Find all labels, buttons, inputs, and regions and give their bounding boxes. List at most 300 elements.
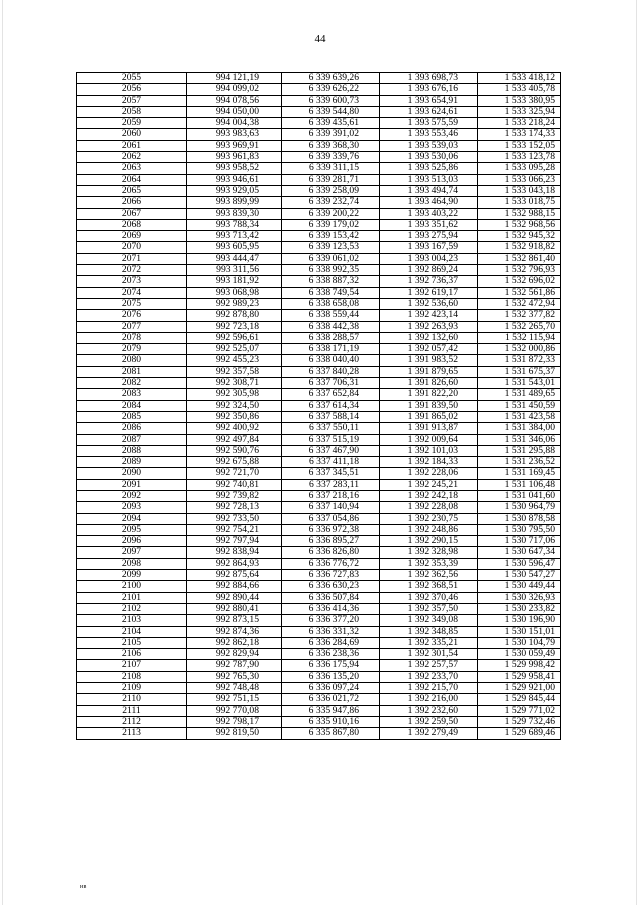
point-number-cell: 2083 [77, 389, 187, 400]
coord-y2-cell: 1 533 418,12 [478, 73, 561, 84]
coord-x1-cell: 993 788,34 [187, 219, 282, 230]
coord-x1-cell: 993 068,98 [187, 287, 282, 298]
coord-x2-cell: 1 393 553,46 [380, 129, 478, 140]
table-row [77, 310, 561, 321]
coord-y2-cell: 1 530 596,47 [478, 558, 561, 569]
coord-y1-cell: 6 336 727,83 [282, 570, 380, 581]
coord-y2-cell: 1 530 151,01 [478, 626, 561, 637]
coord-y1-cell: 6 336 175,94 [282, 660, 380, 671]
coord-x2-cell: 1 393 575,59 [380, 118, 478, 129]
coordinates-table [76, 72, 561, 740]
coord-y2-cell: 1 530 717,06 [478, 536, 561, 547]
table-row [77, 355, 561, 366]
coord-x2-cell: 1 392 228,08 [380, 502, 478, 513]
coord-y2-cell: 1 532 861,40 [478, 253, 561, 264]
coord-x2-cell: 1 393 676,16 [380, 84, 478, 95]
coord-y2-cell: 1 531 489,65 [478, 389, 561, 400]
coord-x2-cell: 1 393 403,22 [380, 208, 478, 219]
coord-y1-cell: 6 337 467,90 [282, 445, 380, 456]
coord-y2-cell: 1 532 000,86 [478, 344, 561, 355]
coord-x1-cell: 992 357,58 [187, 366, 282, 377]
point-number-cell: 2099 [77, 570, 187, 581]
coord-x2-cell: 1 393 654,91 [380, 95, 478, 106]
table-row [77, 705, 561, 716]
coord-x1-cell: 993 969,91 [187, 140, 282, 151]
coord-x1-cell: 992 890,44 [187, 592, 282, 603]
coord-y2-cell: 1 530 059,49 [478, 649, 561, 660]
point-number-cell: 2058 [77, 106, 187, 117]
table-row [77, 219, 561, 230]
coord-x1-cell: 992 723,18 [187, 321, 282, 332]
coord-y1-cell: 6 337 218,16 [282, 490, 380, 501]
table-row [77, 298, 561, 309]
coord-y2-cell: 1 529 921,00 [478, 683, 561, 694]
coord-y2-cell: 1 531 295,88 [478, 445, 561, 456]
coord-x1-cell: 992 880,41 [187, 603, 282, 614]
coord-y2-cell: 1 533 218,24 [478, 118, 561, 129]
coord-x2-cell: 1 392 357,50 [380, 603, 478, 614]
coord-y1-cell: 6 338 992,35 [282, 265, 380, 276]
coord-y1-cell: 6 339 153,42 [282, 231, 380, 242]
table-row [77, 332, 561, 343]
coord-x1-cell: 992 797,94 [187, 536, 282, 547]
coord-y1-cell: 6 337 588,14 [282, 411, 380, 422]
point-number-cell: 2063 [77, 163, 187, 174]
point-number-cell: 2078 [77, 332, 187, 343]
point-number-cell: 2090 [77, 468, 187, 479]
coord-x2-cell: 1 393 275,94 [380, 231, 478, 242]
coord-y1-cell: 6 339 281,71 [282, 174, 380, 185]
coord-y1-cell: 6 337 652,84 [282, 389, 380, 400]
table-row [77, 400, 561, 411]
coord-x1-cell: 992 748,48 [187, 683, 282, 694]
point-number-cell: 2082 [77, 378, 187, 389]
point-number-cell: 2091 [77, 479, 187, 490]
coord-y1-cell: 6 336 021,72 [282, 694, 380, 705]
coord-y2-cell: 1 532 472,94 [478, 298, 561, 309]
coord-x1-cell: 992 497,84 [187, 434, 282, 445]
coord-y2-cell: 1 530 449,44 [478, 581, 561, 592]
point-number-cell: 2106 [77, 649, 187, 660]
coord-x2-cell: 1 392 257,57 [380, 660, 478, 671]
coord-y1-cell: 6 337 345,51 [282, 468, 380, 479]
coord-x1-cell: 992 721,70 [187, 468, 282, 479]
coord-y2-cell: 1 532 561,86 [478, 287, 561, 298]
coord-x2-cell: 1 393 513,03 [380, 174, 478, 185]
coord-y2-cell: 1 532 696,02 [478, 276, 561, 287]
coord-y1-cell: 6 339 311,15 [282, 163, 380, 174]
coord-y1-cell: 6 339 600,73 [282, 95, 380, 106]
point-number-cell: 2075 [77, 298, 187, 309]
coord-x2-cell: 1 392 132,60 [380, 332, 478, 343]
coord-y2-cell: 1 531 675,37 [478, 366, 561, 377]
point-number-cell: 2064 [77, 174, 187, 185]
coord-x2-cell: 1 392 228,06 [380, 468, 478, 479]
coord-y2-cell: 1 531 169,45 [478, 468, 561, 479]
point-number-cell: 2103 [77, 615, 187, 626]
point-number-cell: 2095 [77, 524, 187, 535]
table-row [77, 694, 561, 705]
coord-x2-cell: 1 393 464,90 [380, 197, 478, 208]
point-number-cell: 2108 [77, 671, 187, 682]
coord-y2-cell: 1 532 968,56 [478, 219, 561, 230]
point-number-cell: 2074 [77, 287, 187, 298]
coord-y1-cell: 6 339 639,26 [282, 73, 380, 84]
coord-x1-cell: 992 884,66 [187, 581, 282, 592]
coord-y1-cell: 6 336 414,36 [282, 603, 380, 614]
coord-x2-cell: 1 392 328,98 [380, 547, 478, 558]
table-row [77, 728, 561, 739]
coord-x2-cell: 1 393 530,06 [380, 152, 478, 163]
point-number-cell: 2107 [77, 660, 187, 671]
point-number-cell: 2069 [77, 231, 187, 242]
table-row [77, 434, 561, 445]
coord-y2-cell: 1 531 450,59 [478, 400, 561, 411]
coord-x1-cell: 992 765,30 [187, 671, 282, 682]
coord-y2-cell: 1 530 964,79 [478, 502, 561, 513]
coord-x1-cell: 993 983,63 [187, 129, 282, 140]
table-row [77, 592, 561, 603]
coord-y1-cell: 6 338 171,19 [282, 344, 380, 355]
table-row [77, 129, 561, 140]
point-number-cell: 2060 [77, 129, 187, 140]
coord-x1-cell: 993 311,56 [187, 265, 282, 276]
coord-y2-cell: 1 532 988,15 [478, 208, 561, 219]
table-row [77, 716, 561, 727]
coord-y2-cell: 1 532 377,82 [478, 310, 561, 321]
table-row [77, 287, 561, 298]
point-number-cell: 2057 [77, 95, 187, 106]
page-number: 44 [314, 33, 326, 45]
coord-x2-cell: 1 392 368,51 [380, 581, 478, 592]
point-number-cell: 2056 [77, 84, 187, 95]
coord-x1-cell: 993 839,30 [187, 208, 282, 219]
point-number-cell: 2055 [77, 73, 187, 84]
coord-x1-cell: 992 728,13 [187, 502, 282, 513]
coord-y2-cell: 1 531 106,48 [478, 479, 561, 490]
coord-x2-cell: 1 392 215,70 [380, 683, 478, 694]
table-row [77, 581, 561, 592]
coord-x2-cell: 1 393 494,74 [380, 185, 478, 196]
table-row [77, 73, 561, 84]
point-number-cell: 2085 [77, 411, 187, 422]
coord-x1-cell: 993 929,05 [187, 185, 282, 196]
table-row [77, 344, 561, 355]
coord-y1-cell: 6 336 238,36 [282, 649, 380, 660]
coord-y2-cell: 1 531 346,06 [478, 434, 561, 445]
coord-x1-cell: 993 961,83 [187, 152, 282, 163]
coord-y2-cell: 1 529 771,02 [478, 705, 561, 716]
coord-x1-cell: 994 004,38 [187, 118, 282, 129]
point-number-cell: 2101 [77, 592, 187, 603]
coord-y2-cell: 1 531 543,01 [478, 378, 561, 389]
coord-y1-cell: 6 336 826,80 [282, 547, 380, 558]
point-number-cell: 2080 [77, 355, 187, 366]
coord-y1-cell: 6 336 972,38 [282, 524, 380, 535]
coord-x1-cell: 992 989,23 [187, 298, 282, 309]
point-number-cell: 2105 [77, 637, 187, 648]
coord-y1-cell: 6 337 515,19 [282, 434, 380, 445]
coord-y2-cell: 1 533 174,33 [478, 129, 561, 140]
coord-x1-cell: 994 050,00 [187, 106, 282, 117]
coord-y1-cell: 6 339 435,61 [282, 118, 380, 129]
coord-y1-cell: 6 337 706,31 [282, 378, 380, 389]
coord-x1-cell: 992 308,71 [187, 378, 282, 389]
coord-x1-cell: 992 873,15 [187, 615, 282, 626]
coord-y1-cell: 6 336 377,20 [282, 615, 380, 626]
coord-y1-cell: 6 337 550,11 [282, 423, 380, 434]
coord-x2-cell: 1 392 279,49 [380, 728, 478, 739]
point-number-cell: 2102 [77, 603, 187, 614]
coord-y1-cell: 6 336 135,20 [282, 671, 380, 682]
coord-y1-cell: 6 338 559,44 [282, 310, 380, 321]
coord-x1-cell: 992 838,94 [187, 547, 282, 558]
coord-y1-cell: 6 339 391,02 [282, 129, 380, 140]
table-row [77, 547, 561, 558]
coord-y2-cell: 1 533 018,75 [478, 197, 561, 208]
coord-x1-cell: 992 875,64 [187, 570, 282, 581]
coord-x2-cell: 1 392 009,64 [380, 434, 478, 445]
table-row [77, 84, 561, 95]
coord-x1-cell: 994 099,02 [187, 84, 282, 95]
point-number-cell: 2088 [77, 445, 187, 456]
point-number-cell: 2072 [77, 265, 187, 276]
table-row [77, 276, 561, 287]
coord-y2-cell: 1 530 326,93 [478, 592, 561, 603]
coord-y2-cell: 1 531 041,60 [478, 490, 561, 501]
table-row [77, 570, 561, 581]
coord-x2-cell: 1 392 869,24 [380, 265, 478, 276]
table-row [77, 265, 561, 276]
coord-x1-cell: 992 400,92 [187, 423, 282, 434]
coord-x1-cell: 992 350,86 [187, 411, 282, 422]
coord-x2-cell: 1 393 698,73 [380, 73, 478, 84]
table-row [77, 524, 561, 535]
point-number-cell: 2067 [77, 208, 187, 219]
coord-x2-cell: 1 391 913,87 [380, 423, 478, 434]
coord-x2-cell: 1 392 245,21 [380, 479, 478, 490]
coord-x2-cell: 1 392 335,21 [380, 637, 478, 648]
coord-y2-cell: 1 532 796,93 [478, 265, 561, 276]
point-number-cell: 2092 [77, 490, 187, 501]
coord-x2-cell: 1 393 167,59 [380, 242, 478, 253]
point-number-cell: 2086 [77, 423, 187, 434]
coord-x2-cell: 1 391 839,50 [380, 400, 478, 411]
coord-y2-cell: 1 529 998,42 [478, 660, 561, 671]
coord-x2-cell: 1 392 216,00 [380, 694, 478, 705]
coord-y1-cell: 6 335 910,16 [282, 716, 380, 727]
coord-x2-cell: 1 392 057,42 [380, 344, 478, 355]
coord-x1-cell: 992 770,08 [187, 705, 282, 716]
table-row [77, 231, 561, 242]
coord-x2-cell: 1 392 301,54 [380, 649, 478, 660]
table-row [77, 615, 561, 626]
coord-y1-cell: 6 337 614,34 [282, 400, 380, 411]
coord-x1-cell: 992 596,61 [187, 332, 282, 343]
coord-x2-cell: 1 392 233,70 [380, 671, 478, 682]
table-row [77, 378, 561, 389]
coord-x1-cell: 993 946,61 [187, 174, 282, 185]
coord-x1-cell: 992 751,15 [187, 694, 282, 705]
coord-y2-cell: 1 533 043,18 [478, 185, 561, 196]
coord-x2-cell: 1 392 230,75 [380, 513, 478, 524]
coord-x1-cell: 992 862,18 [187, 637, 282, 648]
coord-x1-cell: 994 078,56 [187, 95, 282, 106]
coord-y2-cell: 1 530 196,90 [478, 615, 561, 626]
coord-y1-cell: 6 335 867,80 [282, 728, 380, 739]
table-row [77, 185, 561, 196]
coord-x2-cell: 1 392 370,46 [380, 592, 478, 603]
point-number-cell: 2070 [77, 242, 187, 253]
coord-x2-cell: 1 392 353,39 [380, 558, 478, 569]
point-number-cell: 2089 [77, 457, 187, 468]
table-row [77, 513, 561, 524]
point-number-cell: 2111 [77, 705, 187, 716]
coord-y1-cell: 6 337 054,86 [282, 513, 380, 524]
coord-x1-cell: 992 675,88 [187, 457, 282, 468]
coord-x2-cell: 1 392 263,93 [380, 321, 478, 332]
coord-y2-cell: 1 533 325,94 [478, 106, 561, 117]
coord-x2-cell: 1 392 248,86 [380, 524, 478, 535]
table-row [77, 208, 561, 219]
coord-y1-cell: 6 338 040,40 [282, 355, 380, 366]
coord-y1-cell: 6 336 630,23 [282, 581, 380, 592]
table-row [77, 671, 561, 682]
coord-y1-cell: 6 336 284,69 [282, 637, 380, 648]
coord-x2-cell: 1 392 232,60 [380, 705, 478, 716]
coord-x2-cell: 1 391 865,02 [380, 411, 478, 422]
coord-x1-cell: 992 324,50 [187, 400, 282, 411]
coord-x2-cell: 1 392 242,18 [380, 490, 478, 501]
table-row [77, 536, 561, 547]
coord-y2-cell: 1 530 547,27 [478, 570, 561, 581]
table-row [77, 683, 561, 694]
table-row [77, 660, 561, 671]
coord-y2-cell: 1 531 236,52 [478, 457, 561, 468]
table-row [77, 321, 561, 332]
coord-y2-cell: 1 531 423,58 [478, 411, 561, 422]
coord-y2-cell: 1 530 233,82 [478, 603, 561, 614]
coord-y1-cell: 6 339 123,53 [282, 242, 380, 253]
coord-y1-cell: 6 335 947,86 [282, 705, 380, 716]
coord-y1-cell: 6 339 061,02 [282, 253, 380, 264]
coord-x1-cell: 992 874,36 [187, 626, 282, 637]
table-row [77, 411, 561, 422]
coord-y1-cell: 6 338 749,54 [282, 287, 380, 298]
table-row [77, 197, 561, 208]
coord-x2-cell: 1 393 624,61 [380, 106, 478, 117]
coord-y2-cell: 1 532 918,82 [478, 242, 561, 253]
coord-x2-cell: 1 393 004,23 [380, 253, 478, 264]
point-number-cell: 2100 [77, 581, 187, 592]
table-row [77, 603, 561, 614]
coord-y2-cell: 1 529 689,46 [478, 728, 561, 739]
coord-y2-cell: 1 532 945,32 [478, 231, 561, 242]
table-row [77, 502, 561, 513]
coord-x1-cell: 992 525,07 [187, 344, 282, 355]
coord-y1-cell: 6 337 140,94 [282, 502, 380, 513]
table-row [77, 163, 561, 174]
coord-x1-cell: 992 455,23 [187, 355, 282, 366]
coord-y2-cell: 1 532 265,70 [478, 321, 561, 332]
table-row [77, 95, 561, 106]
coord-x1-cell: 994 121,19 [187, 73, 282, 84]
coord-y2-cell: 1 532 115,94 [478, 332, 561, 343]
table-row [77, 174, 561, 185]
table-row [77, 558, 561, 569]
coord-x2-cell: 1 392 348,85 [380, 626, 478, 637]
coord-x2-cell: 1 392 184,33 [380, 457, 478, 468]
coord-y1-cell: 6 338 288,57 [282, 332, 380, 343]
coord-y1-cell: 6 339 258,09 [282, 185, 380, 196]
point-number-cell: 2077 [77, 321, 187, 332]
coord-y1-cell: 6 339 544,80 [282, 106, 380, 117]
coord-y1-cell: 6 336 507,84 [282, 592, 380, 603]
coord-x1-cell: 992 819,50 [187, 728, 282, 739]
coord-y2-cell: 1 529 958,41 [478, 671, 561, 682]
coord-y1-cell: 6 337 411,18 [282, 457, 380, 468]
coord-x1-cell: 993 444,47 [187, 253, 282, 264]
coord-x1-cell: 992 829,94 [187, 649, 282, 660]
coord-y1-cell: 6 337 283,11 [282, 479, 380, 490]
coord-x1-cell: 993 605,95 [187, 242, 282, 253]
coord-y2-cell: 1 529 732,46 [478, 716, 561, 727]
point-number-cell: 2094 [77, 513, 187, 524]
coord-x1-cell: 992 733,50 [187, 513, 282, 524]
point-number-cell: 2109 [77, 683, 187, 694]
coordinates-table-body [77, 73, 561, 740]
table-row [77, 649, 561, 660]
point-number-cell: 2076 [77, 310, 187, 321]
coord-x1-cell: 992 739,82 [187, 490, 282, 501]
scan-edge-right [636, 0, 637, 905]
point-number-cell: 2104 [77, 626, 187, 637]
coord-y1-cell: 6 336 895,27 [282, 536, 380, 547]
table-row [77, 626, 561, 637]
point-number-cell: 2068 [77, 219, 187, 230]
table-row [77, 389, 561, 400]
table-row [77, 152, 561, 163]
coord-y2-cell: 1 530 647,34 [478, 547, 561, 558]
table-row [77, 468, 561, 479]
coord-y2-cell: 1 533 405,78 [478, 84, 561, 95]
coord-x1-cell: 992 787,90 [187, 660, 282, 671]
point-number-cell: 2087 [77, 434, 187, 445]
point-number-cell: 2079 [77, 344, 187, 355]
table-row [77, 423, 561, 434]
coord-y1-cell: 6 339 200,22 [282, 208, 380, 219]
table-row [77, 253, 561, 264]
coord-x1-cell: 992 754,21 [187, 524, 282, 535]
coord-y1-cell: 6 336 776,72 [282, 558, 380, 569]
point-number-cell: 2061 [77, 140, 187, 151]
point-number-cell: 2113 [77, 728, 187, 739]
coord-x2-cell: 1 392 290,15 [380, 536, 478, 547]
coord-y2-cell: 1 533 095,28 [478, 163, 561, 174]
point-number-cell: 2065 [77, 185, 187, 196]
coord-x2-cell: 1 392 536,60 [380, 298, 478, 309]
coord-y2-cell: 1 533 152,05 [478, 140, 561, 151]
table-row [77, 366, 561, 377]
coord-x2-cell: 1 392 349,08 [380, 615, 478, 626]
table-row [77, 479, 561, 490]
coord-x2-cell: 1 393 525,86 [380, 163, 478, 174]
table-row [77, 445, 561, 456]
coord-x2-cell: 1 392 423,14 [380, 310, 478, 321]
coord-x2-cell: 1 392 736,37 [380, 276, 478, 287]
coord-x1-cell: 993 181,92 [187, 276, 282, 287]
coord-x2-cell: 1 391 822,20 [380, 389, 478, 400]
